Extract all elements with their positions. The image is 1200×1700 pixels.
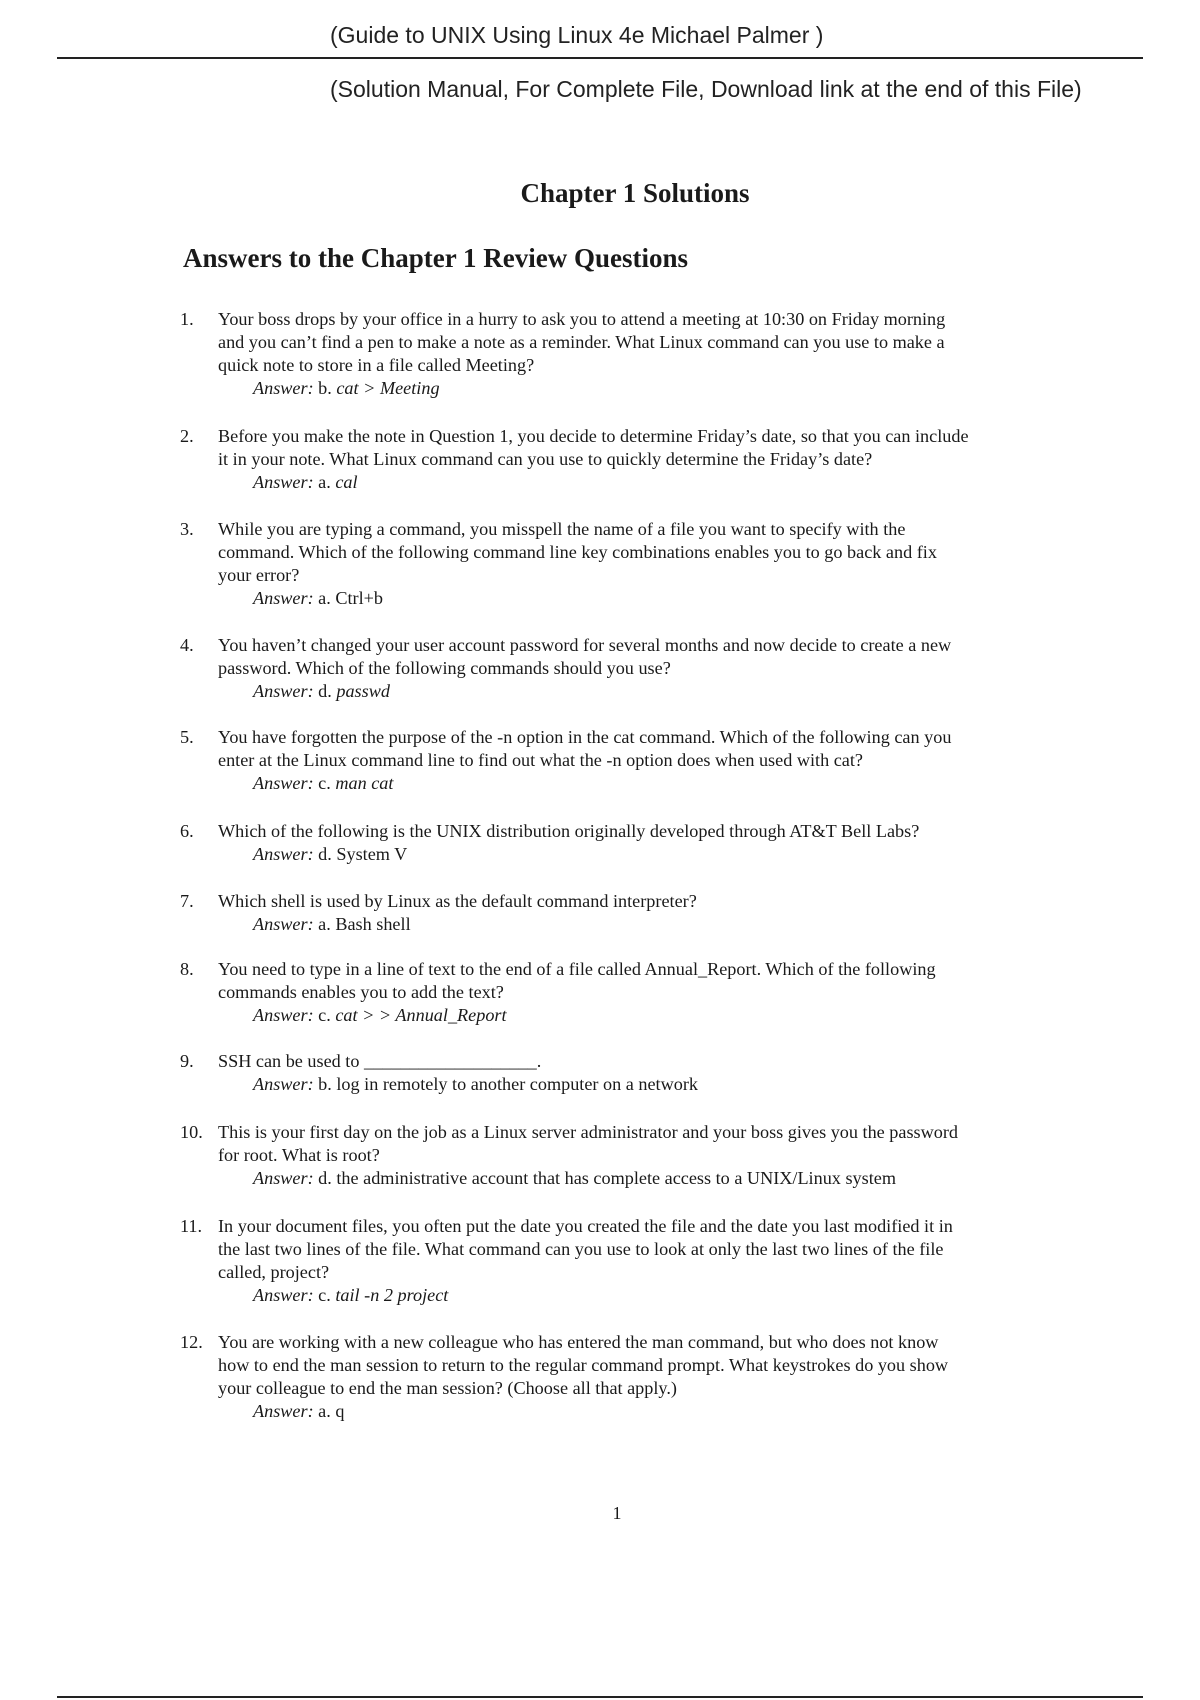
question-number: 11. [180, 1216, 203, 1236]
answer-label: Answer: [253, 844, 314, 864]
footer-rule [57, 1696, 1143, 1698]
answer-value: System V [336, 844, 408, 864]
answer-label: Answer: [253, 1005, 314, 1025]
answer-label: Answer: [253, 1074, 314, 1094]
answer-value: cal [335, 472, 358, 492]
answer-label: Answer: [253, 472, 314, 492]
answer-line [253, 843, 407, 866]
answer-line [253, 1167, 896, 1190]
question-number: 12. [180, 1332, 203, 1352]
question-text: While you are typing a command, you misspell the name of a file you want to specify with the command. Which of the following command line key combinations enables you to go back and fix your error? [218, 519, 937, 585]
answer-line [253, 680, 390, 703]
answer-choice: c. [318, 1005, 331, 1025]
answer-line [253, 1284, 448, 1307]
answer-line [253, 1073, 698, 1096]
question-number: 1. [180, 309, 194, 329]
answer-choice: d. [318, 681, 332, 701]
question-text: Which of the following is the UNIX distribution originally developed through AT&T Bell Labs? [218, 821, 920, 841]
answer-choice: d. [318, 844, 332, 864]
answer-choice: a. [318, 472, 331, 492]
question-number: 2. [180, 426, 194, 446]
answer-value: cat > > Annual_Report [335, 1005, 507, 1025]
question-text: You have forgotten the purpose of the -n option in the cat command. Which of the following can you enter at the Linux command line to find out what the -n option does when used with cat? [218, 727, 952, 770]
question-number: 4. [180, 635, 194, 655]
answer-line [253, 377, 440, 400]
question-number: 9. [180, 1051, 194, 1071]
question-text: This is your first day on the job as a Linux server administrator and your boss gives you the password for root. What is root? [218, 1122, 959, 1165]
answer-choice: a. [318, 588, 331, 608]
question-text: Your boss drops by your office in a hurry to ask you to attend a meeting at 10:30 on Friday morning and you can’t find a pen to make a note as a reminder. What Linux command can you use to make a quick note to store in a file called Meeting? [218, 309, 946, 375]
question-text: You are working with a new colleague who has entered the man command, but who does not know how to end the man session to return to the regular command prompt. What keystrokes do you show your colleague to end the man session? (Choose all that apply.) [218, 1332, 949, 1398]
answer-value: tail -n 2 project [335, 1285, 449, 1305]
question-text: SSH can be used to ___________________. [218, 1051, 542, 1071]
answer-label: Answer: [253, 914, 314, 934]
header-title: (Guide to UNIX Using Linux 4e Michael Palmer ) [330, 22, 824, 48]
answer-line [253, 471, 358, 494]
answer-label: Answer: [253, 1285, 314, 1305]
question-text: You haven’t changed your user account password for several months and now decide to create a new password. Which of the following commands should you use? [218, 635, 952, 678]
page-number: 1 [612, 1503, 622, 1523]
answer-value: log in remotely to another computer on a network [336, 1074, 698, 1094]
answer-choice: b. [318, 378, 332, 398]
question-text: Which shell is used by Linux as the default command interpreter? [218, 891, 697, 911]
answer-value: passwd [336, 681, 390, 701]
answer-value: the administrative account that has complete access to a UNIX/Linux system [336, 1168, 896, 1188]
answer-line [253, 913, 411, 936]
question-number: 5. [180, 727, 194, 747]
answer-choice: d. [318, 1168, 332, 1188]
question-text: In your document files, you often put the date you created the file and the date you last modified it in the last two lines of the file. What command can you use to look at only the last two lines of the file called, project? [218, 1216, 953, 1282]
question-number: 7. [180, 891, 194, 911]
answer-value: q [335, 1401, 345, 1421]
answer-value: Bash shell [335, 914, 411, 934]
question-text: Before you make the note in Question 1, you decide to determine Friday’s date, so that you can include it in your note. What Linux command can you use to quickly determine the Friday’s date? [218, 426, 969, 469]
answer-value: cat > Meeting [336, 378, 440, 398]
answer-label: Answer: [253, 773, 314, 793]
section-title: Answers to the Chapter 1 Review Questions [183, 243, 688, 273]
question-number: 6. [180, 821, 194, 841]
answer-choice: b. [318, 1074, 332, 1094]
answer-value: man cat [335, 773, 394, 793]
answer-choice: c. [318, 773, 331, 793]
question-text: You need to type in a line of text to the end of a file called Annual_Report. Which of the following commands enables you to add the text? [218, 959, 936, 1002]
question-number: 8. [180, 959, 194, 979]
answer-value: Ctrl+b [335, 588, 383, 608]
header-subtitle: (Solution Manual, For Complete File, Download link at the end of this File) [330, 76, 1082, 102]
answer-label: Answer: [253, 1401, 314, 1421]
answer-label: Answer: [253, 588, 314, 608]
answer-line [253, 772, 393, 795]
answer-choice: c. [318, 1285, 331, 1305]
question-number: 3. [180, 519, 194, 539]
answer-label: Answer: [253, 681, 314, 701]
answer-label: Answer: [253, 378, 314, 398]
header-rule [57, 57, 1143, 59]
answer-choice: a. [318, 914, 331, 934]
answer-line [253, 1004, 507, 1027]
answer-line [253, 587, 383, 610]
chapter-title: Chapter 1 Solutions [520, 178, 750, 208]
question-number: 10. [180, 1122, 203, 1142]
answer-label: Answer: [253, 1168, 314, 1188]
answer-line [253, 1400, 344, 1423]
answer-choice: a. [318, 1401, 331, 1421]
